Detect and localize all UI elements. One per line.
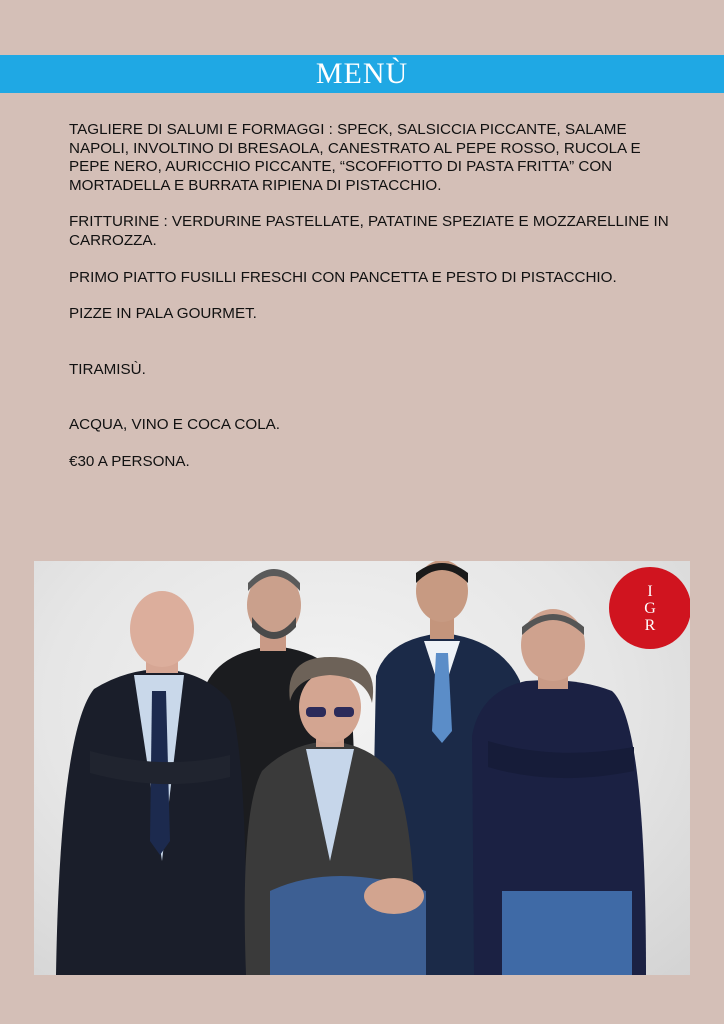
menu-list [69,121,669,472]
menu-banner [0,55,724,93]
menu-title: MENÙ [315,57,409,90]
logo-letter-r: R [644,616,656,634]
menu-item-pizze: PIZZE IN PALA GOURMET. [69,305,257,323]
logo-letter-g: G [644,599,656,617]
menu-item-bevande: ACQUA, VINO E COCA COLA. [69,416,280,434]
menu-item-prezzo: €30 A PERSONA. [69,452,190,470]
menu-item-fritturine: FRITTURINE : VERDURINE PASTELLATE, PATATINE SPEZIATE E MOZZARELLINE IN CARROZZA. [69,213,669,249]
menu-item-dolce: TIRAMISÙ. [69,360,146,378]
team-photo [34,561,690,975]
person-bald [56,591,246,975]
menu-item-primo: PRIMO PIATTO FUSILLI FRESCHI CON PANCETTA E PESTO DI PISTACCHIO. [69,268,617,286]
team-photo-illustration [34,561,690,975]
igr-logo-seal [609,567,690,649]
menu-item-taglieri: TAGLIERE DI SALUMI E FORMAGGI : SPECK, SALSICCIA PICCANTE, SALAME NAPOLI, INVOLTINO DI BRESAOLA, CANESTRATO AL PEPE ROSSO, RUCOLA E PEPE NERO, AURICCHIO PICCANTE, “SCOFFIOTTO DI PASTA FRITTA” CON MORTADELLA E BURRATA RIPIENA DI PISTACCHIO. [69,121,641,194]
logo-letter-i: I [647,582,653,600]
